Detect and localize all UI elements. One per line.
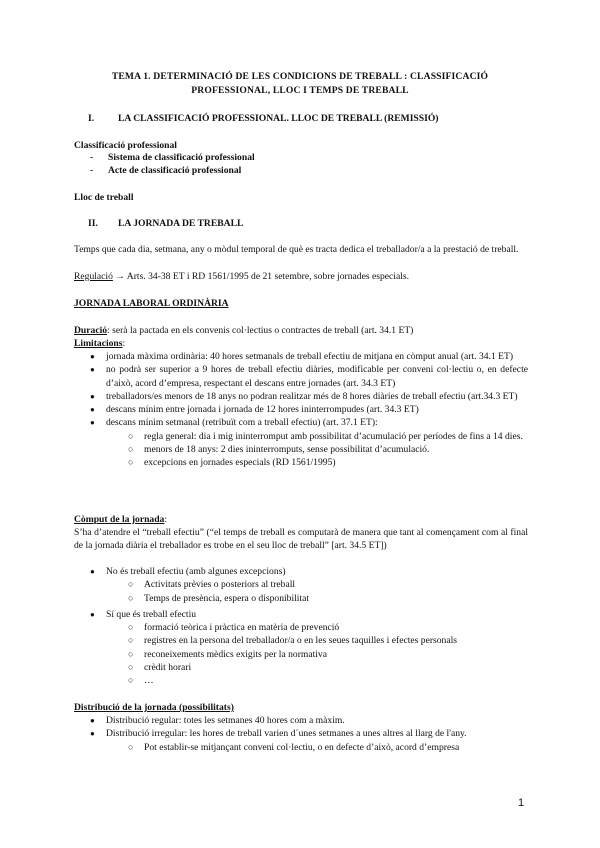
circle-icon: ○ <box>128 592 134 603</box>
section-1-number: I. <box>88 113 95 124</box>
list-item <box>74 727 528 740</box>
circle-icon: ○ <box>128 635 134 646</box>
sub-list-item <box>74 578 528 591</box>
classificacio-item <box>90 165 241 176</box>
bullet-icon: ● <box>90 418 95 428</box>
list-item-text: treballadors/es menors de 18 anys no podran realitzar més de 8 hores diàries de treball efectiu (art.34.3 ET) <box>106 390 518 402</box>
sub-list-item <box>74 621 528 634</box>
sub-list-item <box>74 648 528 661</box>
sub-list-item <box>74 674 528 687</box>
lloc-heading: Lloc de treball <box>74 192 134 203</box>
sub-list-item-text: Pot establir-se mitjançant conveni col·lectiu, o en defecte d’això, acord d’empresa <box>144 741 460 753</box>
section-1-title: LA CLASSIFICACIÓ PROFESSIONAL. LLOC DE TREBALL (REMISSIÓ) <box>118 113 439 124</box>
sub-list-item-text: crèdit horari <box>144 662 192 674</box>
circle-icon: ○ <box>128 457 134 468</box>
list-item-text: Sí que és treball efectiu <box>106 608 197 620</box>
list-item <box>74 350 528 363</box>
sub-list-item <box>74 634 528 647</box>
sub-list-item-text: menors de 18 anys: 2 dies ininterromputs, sense possibilitat d’acumulació. <box>144 444 430 456</box>
bullet-icon: ● <box>90 365 95 375</box>
treball-efectiu-list <box>74 565 528 688</box>
comput-colon: : <box>164 514 168 525</box>
circle-icon: ○ <box>128 430 134 441</box>
sub-list-item-text: formació teòrica i pràctica en matèria de prevenció <box>144 622 340 634</box>
list-item-text: descans mínim setmanal (retribuït com a treball efectiu) (art. 37.1 ET): <box>106 417 378 429</box>
circle-icon: ○ <box>128 675 134 686</box>
limitacions-label: Limitacions <box>74 338 123 349</box>
durada-label: Duració <box>74 325 108 336</box>
regulacio-text: Arts. 34-38 ET i RD 1561/1995 de 21 setembre, sobre jornades especials. <box>124 271 410 282</box>
bullet-icon: ● <box>90 567 95 576</box>
classificacio-item-text: Acte de classificació professional <box>108 165 242 176</box>
sub-list-item-text: reconeixements mèdics exigits per la normativa <box>144 648 328 660</box>
jornada-heading: JORNADA LABORAL ORDINÀRIA <box>74 298 229 309</box>
dash-marker: - <box>90 152 94 163</box>
list-item-text: descans mínim entre jornada i jornada de 12 hores ininterrompudes (art. 34.3 ET) <box>106 404 419 416</box>
sub-list-item <box>74 592 528 605</box>
regulacio-label: Regulació <box>74 271 113 282</box>
title-line-1: TEMA 1. DETERMINACIÓ DE LES CONDICIONS DE TREBALL : CLASSIFICACIÓ <box>111 71 489 82</box>
page-number: 1 <box>518 797 525 809</box>
bullet-icon: ● <box>90 352 95 361</box>
list-item-text: Distribució regular: totes les setmanes 40 hores com a màxim. <box>106 715 345 726</box>
list-item-text: no podrà ser superior a 9 hores de treball efectiu diàries, modificable per conveni col·lectiu o, en defecte d’això, acord d’empresa, respectant el descans entre jornades (art. 34.3 ET) <box>106 364 528 389</box>
list-item-text: Distribució irregular: les hores de treball varien d´unes setmanes a unes altres al llarg de l'any. <box>106 728 467 740</box>
section-1-heading <box>74 113 439 124</box>
arrow-icon: → <box>115 271 125 282</box>
list-item <box>74 390 528 403</box>
bullet-icon: ● <box>90 405 95 415</box>
classificacio-item <box>90 152 255 163</box>
bullet-icon: ● <box>90 729 95 739</box>
comput-label: Còmput de la jornada <box>74 514 165 525</box>
list-item <box>74 416 528 429</box>
durada-text: : serà la pactada en els convenis col·lectius o contractes de treball (art. 34.1 ET) <box>107 325 414 336</box>
limitacions-list <box>74 350 528 470</box>
sub-list-item <box>74 741 528 754</box>
classificacio-heading: Classificació professional <box>74 140 177 151</box>
circle-icon: ○ <box>128 662 134 673</box>
comput-paragraph: S’ha d’atendre el “treball efectiu” (“el temps de treball es computarà de manera que tant al començament com al final de la jornada diària el treballador es trobe en el seu lloc de treball” [art. 34.5 ET]) <box>74 527 528 552</box>
list-item <box>74 403 528 416</box>
section-2-heading <box>74 218 243 229</box>
distribucio-list <box>74 714 528 754</box>
dash-marker: - <box>90 165 94 176</box>
sub-list-item-text: Temps de presència, espera o disponibilitat <box>144 592 310 604</box>
circle-icon: ○ <box>128 622 134 633</box>
sub-list-item <box>74 443 528 456</box>
durada-line <box>74 324 528 337</box>
document-title <box>70 70 530 98</box>
list-item <box>74 714 528 727</box>
limitacions-line <box>74 337 528 350</box>
regulacio-line <box>74 270 528 283</box>
distribucio-heading: Distribució de la jornada (possibilitats) <box>74 702 234 713</box>
sub-list-item-text: Activitats prèvies o posteriors al treball <box>144 579 296 591</box>
section-2-title: LA JORNADA DE TREBALL <box>118 218 244 229</box>
sub-list-item <box>74 456 528 469</box>
list-item <box>74 608 528 621</box>
limitacions-colon: : <box>122 338 126 349</box>
sub-list-item-text: excepcions en jornades especials (RD 1561/1995) <box>144 457 336 469</box>
circle-icon: ○ <box>128 648 134 659</box>
sub-list-item-text: regla general: dia i mig ininterromput amb possibilitat d’acumulació per períodes de fins a 14 dies. <box>144 430 523 442</box>
list-item <box>74 565 528 578</box>
bullet-icon: ● <box>90 609 95 619</box>
circle-icon: ○ <box>128 444 134 455</box>
title-line-2: PROFESSIONAL, LLOC I TEMPS DE TREBALL <box>191 85 409 96</box>
classificacio-item-text: Sistema de classificació professional <box>108 152 255 163</box>
list-item <box>74 363 528 390</box>
section-2-number: II. <box>88 218 98 229</box>
sub-list-item <box>74 430 528 443</box>
circle-icon: ○ <box>128 741 134 752</box>
bullet-icon: ● <box>90 391 95 401</box>
sub-list-item <box>74 661 528 674</box>
bullet-icon: ● <box>90 716 95 725</box>
intro-paragraph: Temps que cada dia, setmana, any o mòdul temporal de què es tracta dedica el treballador/a a la prestació de treball. <box>74 244 519 255</box>
sub-list-item-text: … <box>144 675 154 687</box>
circle-icon: ○ <box>128 579 134 590</box>
comput-line <box>74 513 528 526</box>
list-item-text: No és treball efectiu (amb algunes excepcions) <box>106 566 286 577</box>
list-item-text: jornada màxima ordinària: 40 hores setmanals de treball efectiu de mitjana en còmput anual (art. 34.1 ET) <box>106 351 514 362</box>
sub-list-item-text: registres en la persona del treballador/a o en les seues taquilles i efectes personals <box>144 635 458 647</box>
